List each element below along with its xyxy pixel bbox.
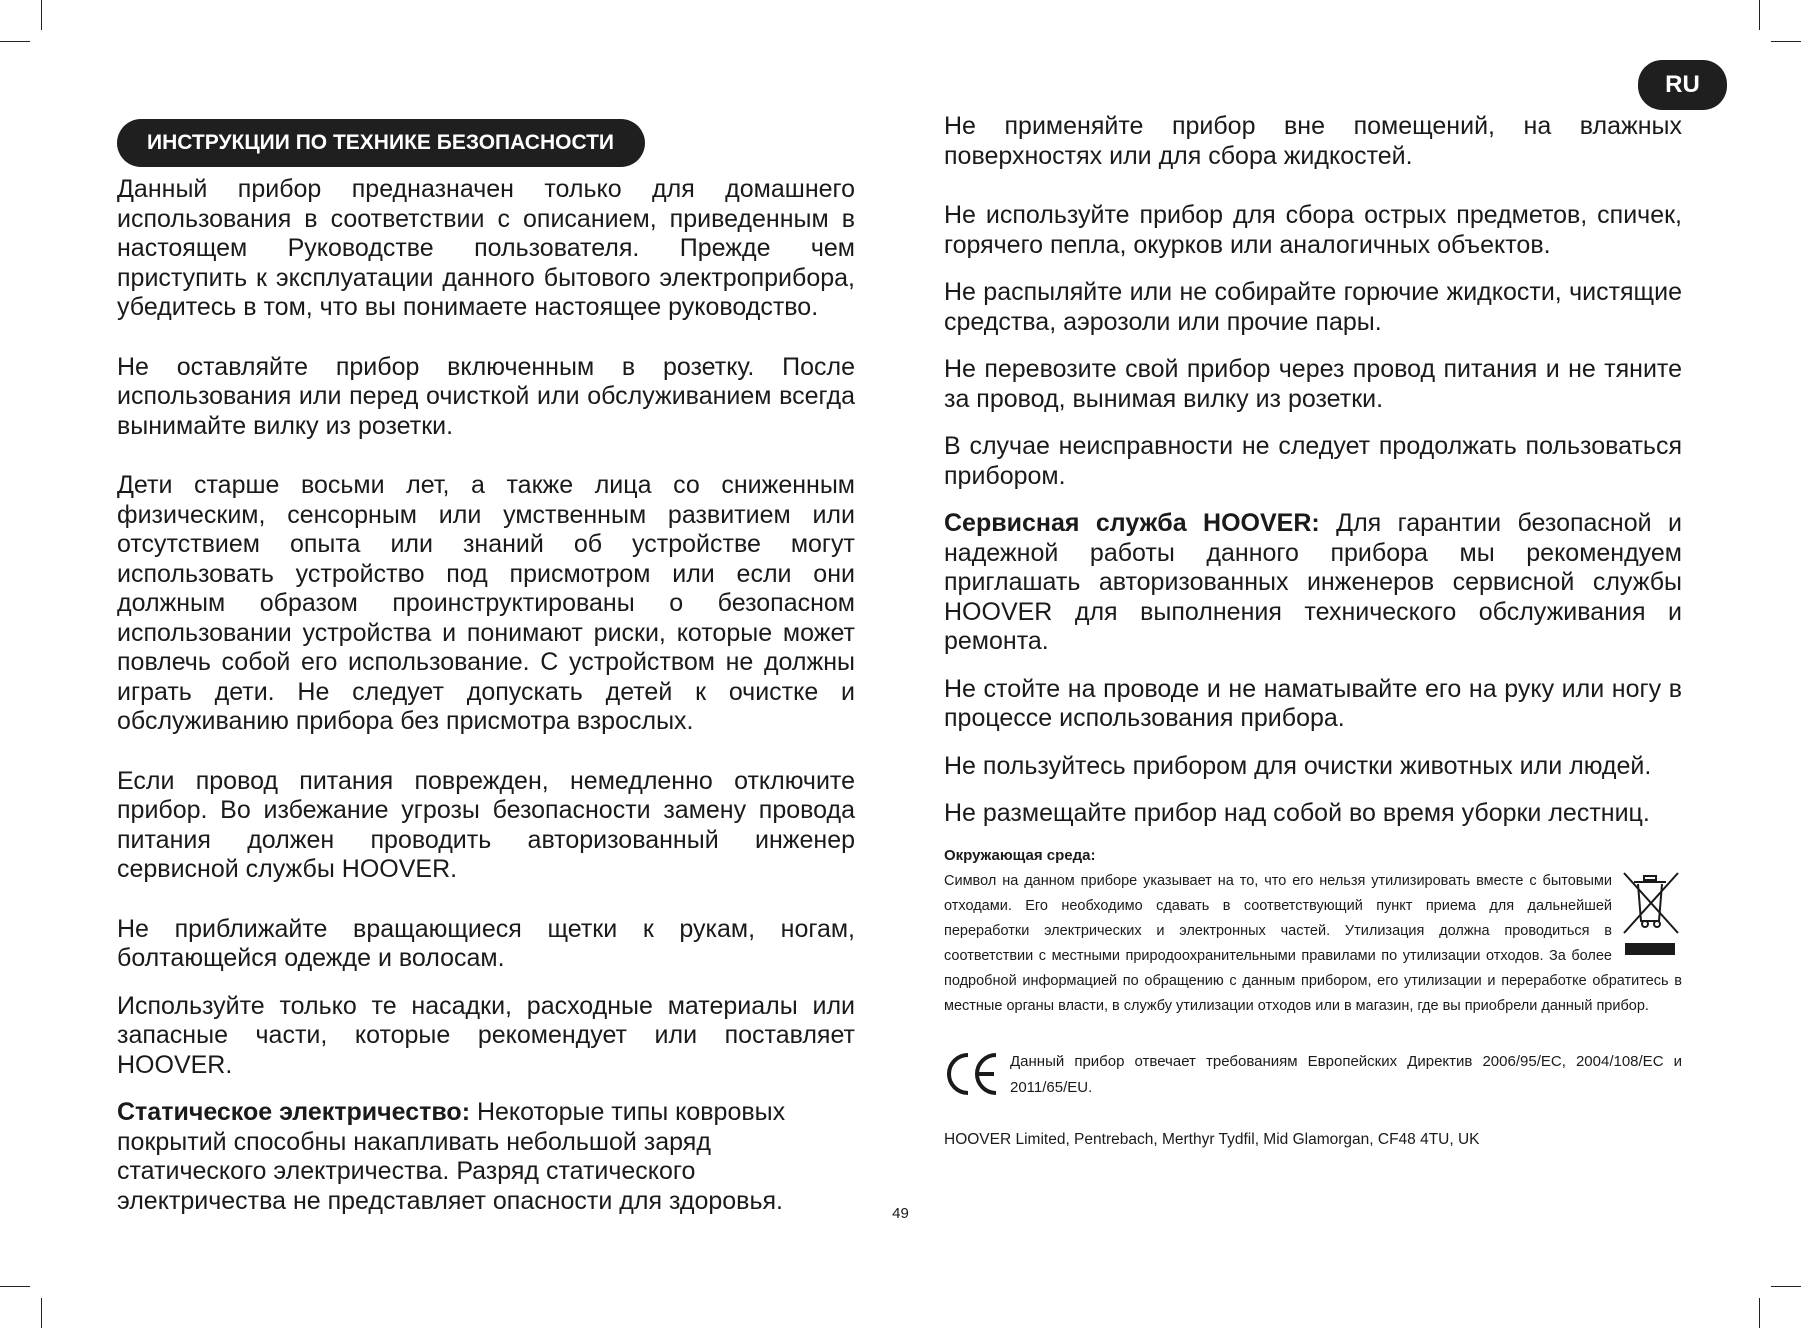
weee-crossed-bin-icon <box>1620 871 1682 961</box>
ce-section <box>944 1049 1682 1101</box>
paragraph: Данный прибор предназначен только для домашнего использования в соответствии с описанием, приведенным в настоящем Руководстве пользователя. Прежде чем приступить к эксплуатации данного бытового электроприбора, убедитесь в том, что вы понимаете настоящее руководство. <box>117 175 855 321</box>
paragraph: Если провод питания поврежден, немедленно отключите прибор. Во избежание угрозы безопасности замену провода питания должен проводить авторизованный инженер сервисной службы HOOVER. <box>117 766 855 883</box>
crop-mark <box>1771 1286 1801 1287</box>
language-badge: RU <box>1638 60 1727 110</box>
crop-mark <box>1771 41 1801 42</box>
service-paragraph <box>944 509 1682 657</box>
right-column <box>944 112 1682 1149</box>
paragraph: Не перевозите свой прибор через провод питания и не тяните за провод, вынимая вилку из розетки. <box>944 355 1682 413</box>
crop-mark <box>0 41 30 42</box>
crop-mark <box>0 1286 30 1287</box>
paragraph: Не размещайте прибор над собой во время уборки лестниц. <box>944 799 1650 827</box>
environment-text: Символ на данном приборе указывает на то, что его нельзя утилизировать вместе с бытовыми отходами. Его необходимо сдавать в соответствующий пункт приема для дальнейшей переработки электрических и электронных частей. Утилизация должна проводиться в соответствии с местными природоохранительными правилами по утилизации отходов. За более подробной информацией по обращению с данным прибором, его утилизации и переработке обратитесь в местные органы власти, в службу утилизации отходов или в магазин, где вы приобрели данный прибор. <box>944 872 1682 1014</box>
ce-compliance-text: Данный прибор отвечает требованиям Европейских Директив 2006/95/EC, 2004/108/EC и 2011/65/EU. <box>1010 1052 1682 1096</box>
static-electricity-lead: Статическое электричество: <box>117 1098 471 1126</box>
static-electricity-text: Некоторые типы ковровых покрытий способны накапливать небольшой заряд статического электричества. Разряд статического электричества не представляет опасности для здоровья. <box>117 1098 786 1215</box>
service-text: Для гарантии безопасной и надежной работы данного прибора мы рекомендуем приглашать авторизованных инженеров сервисной службы HOOVER для выполнения технического обслуживания и ремонта. <box>944 509 1682 655</box>
service-lead: Сервисная служба HOOVER: <box>944 509 1320 537</box>
paragraph: Не пользуйтесь прибором для очистки животных или людей. <box>944 751 1652 780</box>
crop-mark <box>41 0 42 30</box>
page-number: 49 <box>892 1205 909 1222</box>
paragraph: Не стойте на проводе и не наматывайте его на руку или ногу в процессе использования прибора. <box>944 674 1682 732</box>
paragraph: В случае неисправности не следует продолжать пользоваться прибором. <box>944 432 1682 490</box>
static-electricity-paragraph <box>117 1098 855 1216</box>
crop-mark <box>1759 1298 1760 1328</box>
paragraph: Используйте только те насадки, расходные материалы или запасные части, которые рекомендует или поставляет HOOVER. <box>117 991 855 1079</box>
paragraph: Не применяйте прибор вне помещений, на влажных поверхностях или для сбора жидкостей. <box>944 112 1682 170</box>
ce-mark-icon <box>944 1051 1000 1097</box>
environment-title: Окружающая среда: <box>944 846 1096 864</box>
paragraph: Дети старше восьми лет, а также лица со сниженным физическим, сенсорным или умственным развитием или отсутствием опыта или знаний об устройстве могут использовать устройство под присмотром или если они должным образом проинструктированы о безопасном использовании устройства и понимают риски, которые может повлечь собой его использование. С устройством не должны играть дети. Не следует допускать детей к очистке и обслуживанию прибора без присмотра взрослых. <box>117 471 855 735</box>
paragraph: Не приближайте вращающиеся щетки к рукам, ногам, болтающейся одежде и волосам. <box>117 914 855 972</box>
paragraph: Не оставляйте прибор включенным в розетку. После использования или перед очисткой или обслуживанием всегда вынимайте вилку из розетки. <box>117 352 855 440</box>
paragraph: Не распыляйте или не собирайте горючие жидкости, чистящие средства, аэрозоли или прочие пары. <box>944 278 1682 336</box>
crop-mark <box>41 1298 42 1328</box>
crop-mark <box>1759 0 1760 30</box>
left-column <box>117 175 855 1246</box>
environment-section <box>944 847 1682 1019</box>
manufacturer-address: HOOVER Limited, Pentrebach, Merthyr Tydfil, Mid Glamorgan, CF48 4TU, UK <box>944 1130 1480 1148</box>
paragraph: Не используйте прибор для сбора острых предметов, спичек, горячего пепла, окурков или аналогичных объектов. <box>944 201 1682 259</box>
section-title: ИНСТРУКЦИИ ПО ТЕХНИКЕ БЕЗОПАСНОСТИ <box>117 119 645 167</box>
